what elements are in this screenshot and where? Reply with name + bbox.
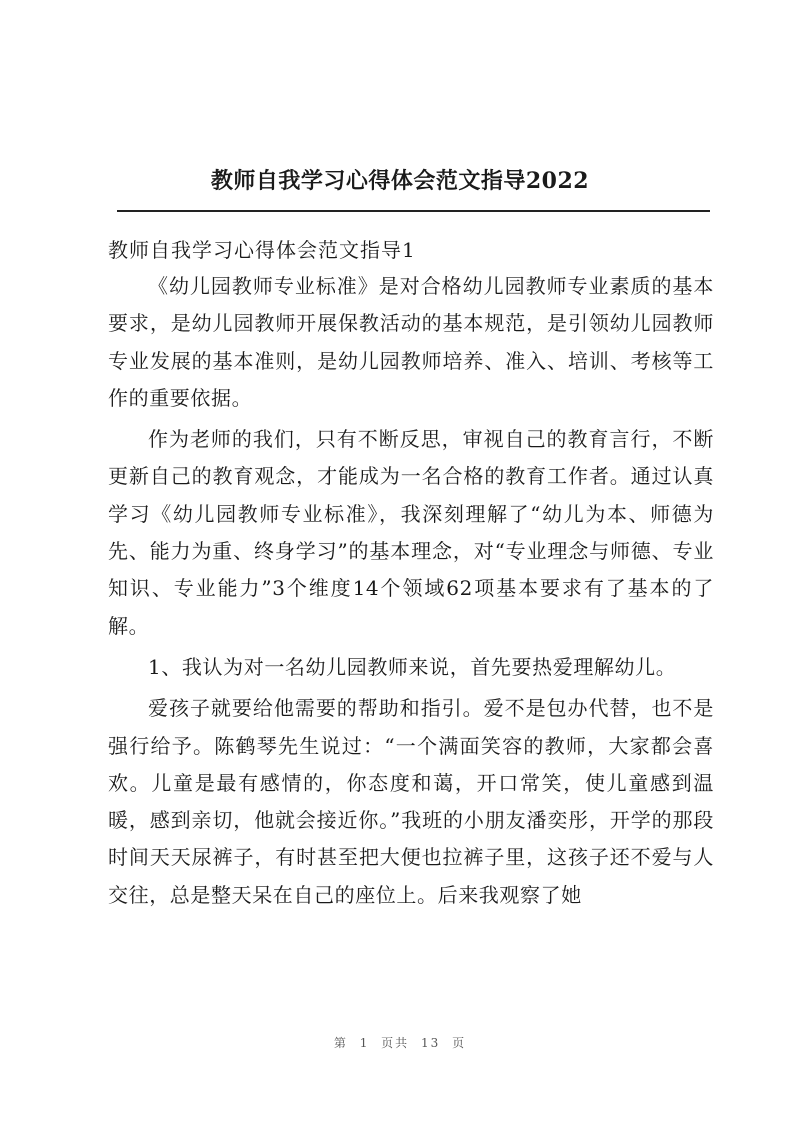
footer-middle: 页共 <box>381 1036 410 1050</box>
section-heading: 教师自我学习心得体会范文指导1 <box>108 238 416 262</box>
footer-page-number: 1 <box>359 1036 370 1050</box>
page-title: 教师自我学习心得体会范文指导2022 <box>210 168 590 194</box>
footer-prefix: 第 <box>333 1036 348 1050</box>
body-text <box>108 268 714 918</box>
paragraph: 1、我认为对一名幼儿园教师来说，首先要热爱理解幼儿。 <box>148 654 677 679</box>
footer-total-pages: 13 <box>421 1036 441 1050</box>
paragraph: 作为老师的我们，只有不断反思，审视自己的教育言行，不断更新自己的教育观念，才能成为一名合格的教育工作者。通过认真学习《幼儿园教师专业标准》，我深刻理解了“幼儿为本、师德为先、能力为重、终身学习”的基本理念，对“专业理念与师德、专业知识、专业能力”3个维度14个领域62项基本要求有了基本的了解。 <box>108 427 714 638</box>
paragraph: 爱孩子就要给他需要的帮助和指引。爱不是包办代替，也不是强行给予。陈鹤琴先生说过：“一个满面笑容的教师，大家都会喜欢。儿童是最有感情的，你态度和蔼，开口常笑，使儿童感到温暖，感到亲切，他就会接近你。”我班的小朋友潘奕彤，开学的那段时间天天尿裤子，有时甚至把大便也拉裤子里，这孩子还不爱与人交往，总是整天呆在自己的座位上。后来我观察了她 <box>108 696 714 907</box>
paragraph: 《幼儿园教师专业标准》是对合格幼儿园教师专业素质的基本要求，是幼儿园教师开展保教活动的基本规范，是引领幼儿园教师专业发展的基本准则，是幼儿园教师培养、准入、培训、考核等工作的重要依据。 <box>108 274 714 410</box>
page-footer <box>0 1034 800 1051</box>
title-divider <box>117 210 710 212</box>
footer-suffix: 页 <box>452 1036 467 1050</box>
